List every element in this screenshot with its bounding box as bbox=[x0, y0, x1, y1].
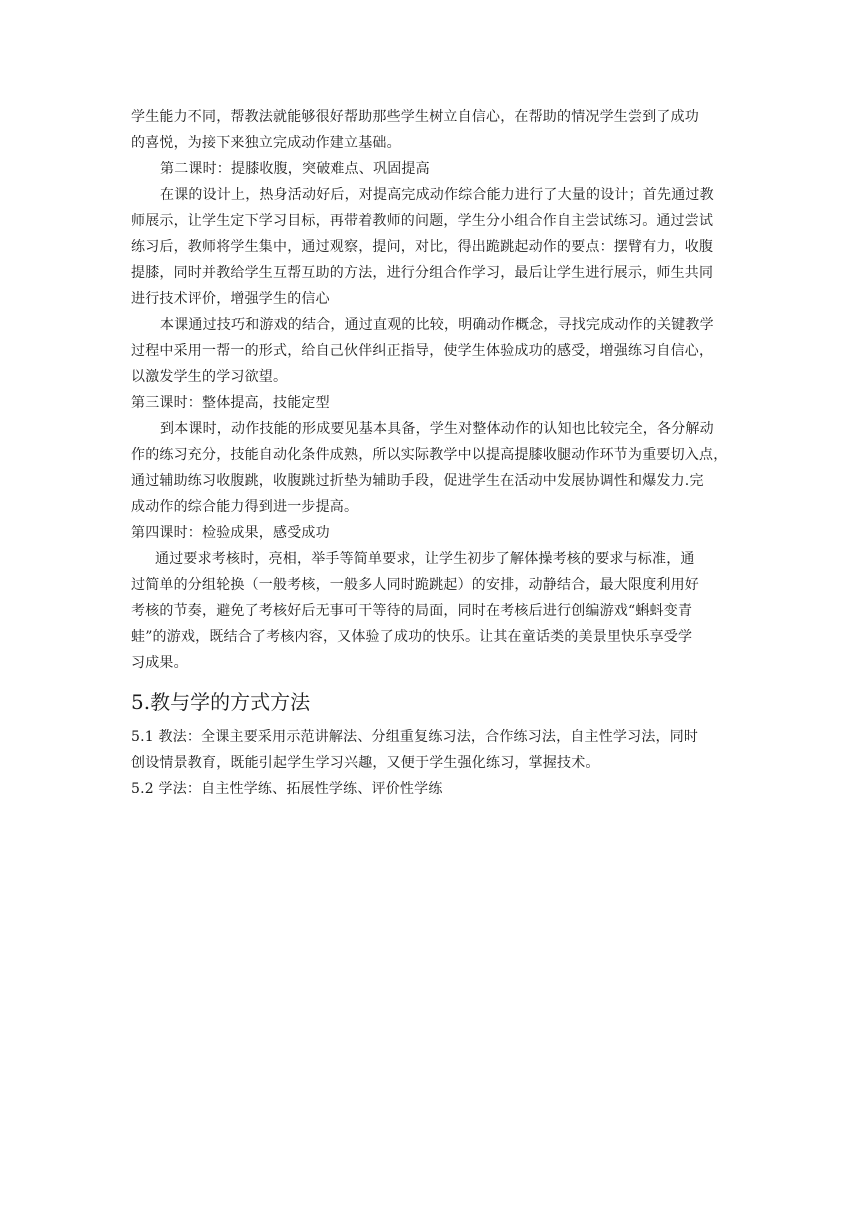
document-body bbox=[131, 104, 756, 802]
text-line: 通过要求考核时，亮相，举手等简单要求，让学生初步了解体操考核的要求与标准，通 bbox=[155, 551, 695, 567]
text-line: 本课通过技巧和游戏的结合，通过直观的比较，明确动作概念，寻找完成动作的关键教学 bbox=[160, 317, 714, 333]
text-line: 通过辅助练习收腹跳，收腹跳过折垫为辅助手段，促进学生在活动中发展协调性和爆发力.完 bbox=[131, 473, 704, 489]
lesson-2-title: 第二课时：提膝收腹，突破难点、巩固提高 bbox=[160, 161, 430, 177]
section-5-item-teaching-method bbox=[131, 724, 756, 776]
text-line: 作的练习充分，技能自动化条件成熟，所以实际教学中以提高提膝收腿动作环节为重要切入点， bbox=[131, 447, 728, 463]
lesson-3-title: 第三课时：整体提高，技能定型 bbox=[131, 395, 330, 411]
text-line: 学生能力不同，帮教法就能够很好帮助那些学生树立自信心，在帮助的情况学生尝到了成功 bbox=[131, 109, 699, 125]
text-line: 过简单的分组轮换（一般考核，一般多人同时跪跳起）的安排，动静结合，最大限度利用好 bbox=[131, 577, 699, 593]
text-line: 习成果。 bbox=[131, 655, 188, 671]
paragraph-lesson-4 bbox=[131, 546, 756, 676]
text-line: 到本课时，动作技能的形成要见基本具备，学生对整体动作的认知也比较完全，各分解动 bbox=[160, 421, 714, 437]
text-line: 提膝，同时并教给学生互帮互助的方法，进行分组合作学习，最后让学生进行展示，师生共同 bbox=[131, 265, 714, 281]
text-line: 考核的节奏，避免了考核好后无事可干等待的局面，同时在考核后进行创编游戏“蝌蚪变青 bbox=[131, 603, 693, 619]
text-line: 蛙”的游戏，既结合了考核内容，又体验了成功的快乐。让其在童话类的美景里快乐享受学 bbox=[131, 629, 693, 645]
text-line: 5.1 教法：全课主要采用示范讲解法、分组重复练习法，合作练习法，自主性学习法，同时 bbox=[131, 729, 699, 745]
text-line: 师展示，让学生定下学习目标，再带着教师的问题，学生分小组合作自主尝试练习。通过尝试 bbox=[131, 213, 714, 229]
section-5-item-learning-method: 5.2 学法：自主性学练、拓展性学练、评价性学练 bbox=[131, 781, 443, 797]
paragraph-help-method bbox=[131, 104, 756, 156]
paragraph-lesson-2 bbox=[131, 182, 756, 312]
text-line: 以激发学生的学习欲望。 bbox=[131, 369, 288, 385]
text-line: 进行技术评价，增强学生的信心 bbox=[131, 291, 330, 307]
section-5-heading: 5.教与学的方式方法 bbox=[131, 690, 311, 714]
paragraph-lesson-summary bbox=[131, 312, 756, 390]
text-line: 创设情景教育，既能引起学生学习兴趣，又便于学生强化练习，掌握技术。 bbox=[131, 755, 600, 771]
text-line: 的喜悦，为接下来独立完成动作建立基础。 bbox=[131, 135, 401, 151]
lesson-4-title: 第四课时：检验成果，感受成功 bbox=[131, 525, 330, 541]
paragraph-lesson-3 bbox=[131, 416, 756, 520]
text-line: 在课的设计上，热身活动好后，对提高完成动作综合能力进行了大量的设计；首先通过教 bbox=[160, 187, 714, 203]
text-line: 过程中采用一帮一的形式，给自己伙伴纠正指导，使学生体验成功的感受，增强练习自信心， bbox=[131, 343, 714, 359]
text-line: 练习后，教师将学生集中，通过观察，提问，对比，得出跪跳起动作的要点：摆臂有力，收腹 bbox=[131, 239, 714, 255]
text-line: 成动作的综合能力得到进一步提高。 bbox=[131, 499, 359, 515]
